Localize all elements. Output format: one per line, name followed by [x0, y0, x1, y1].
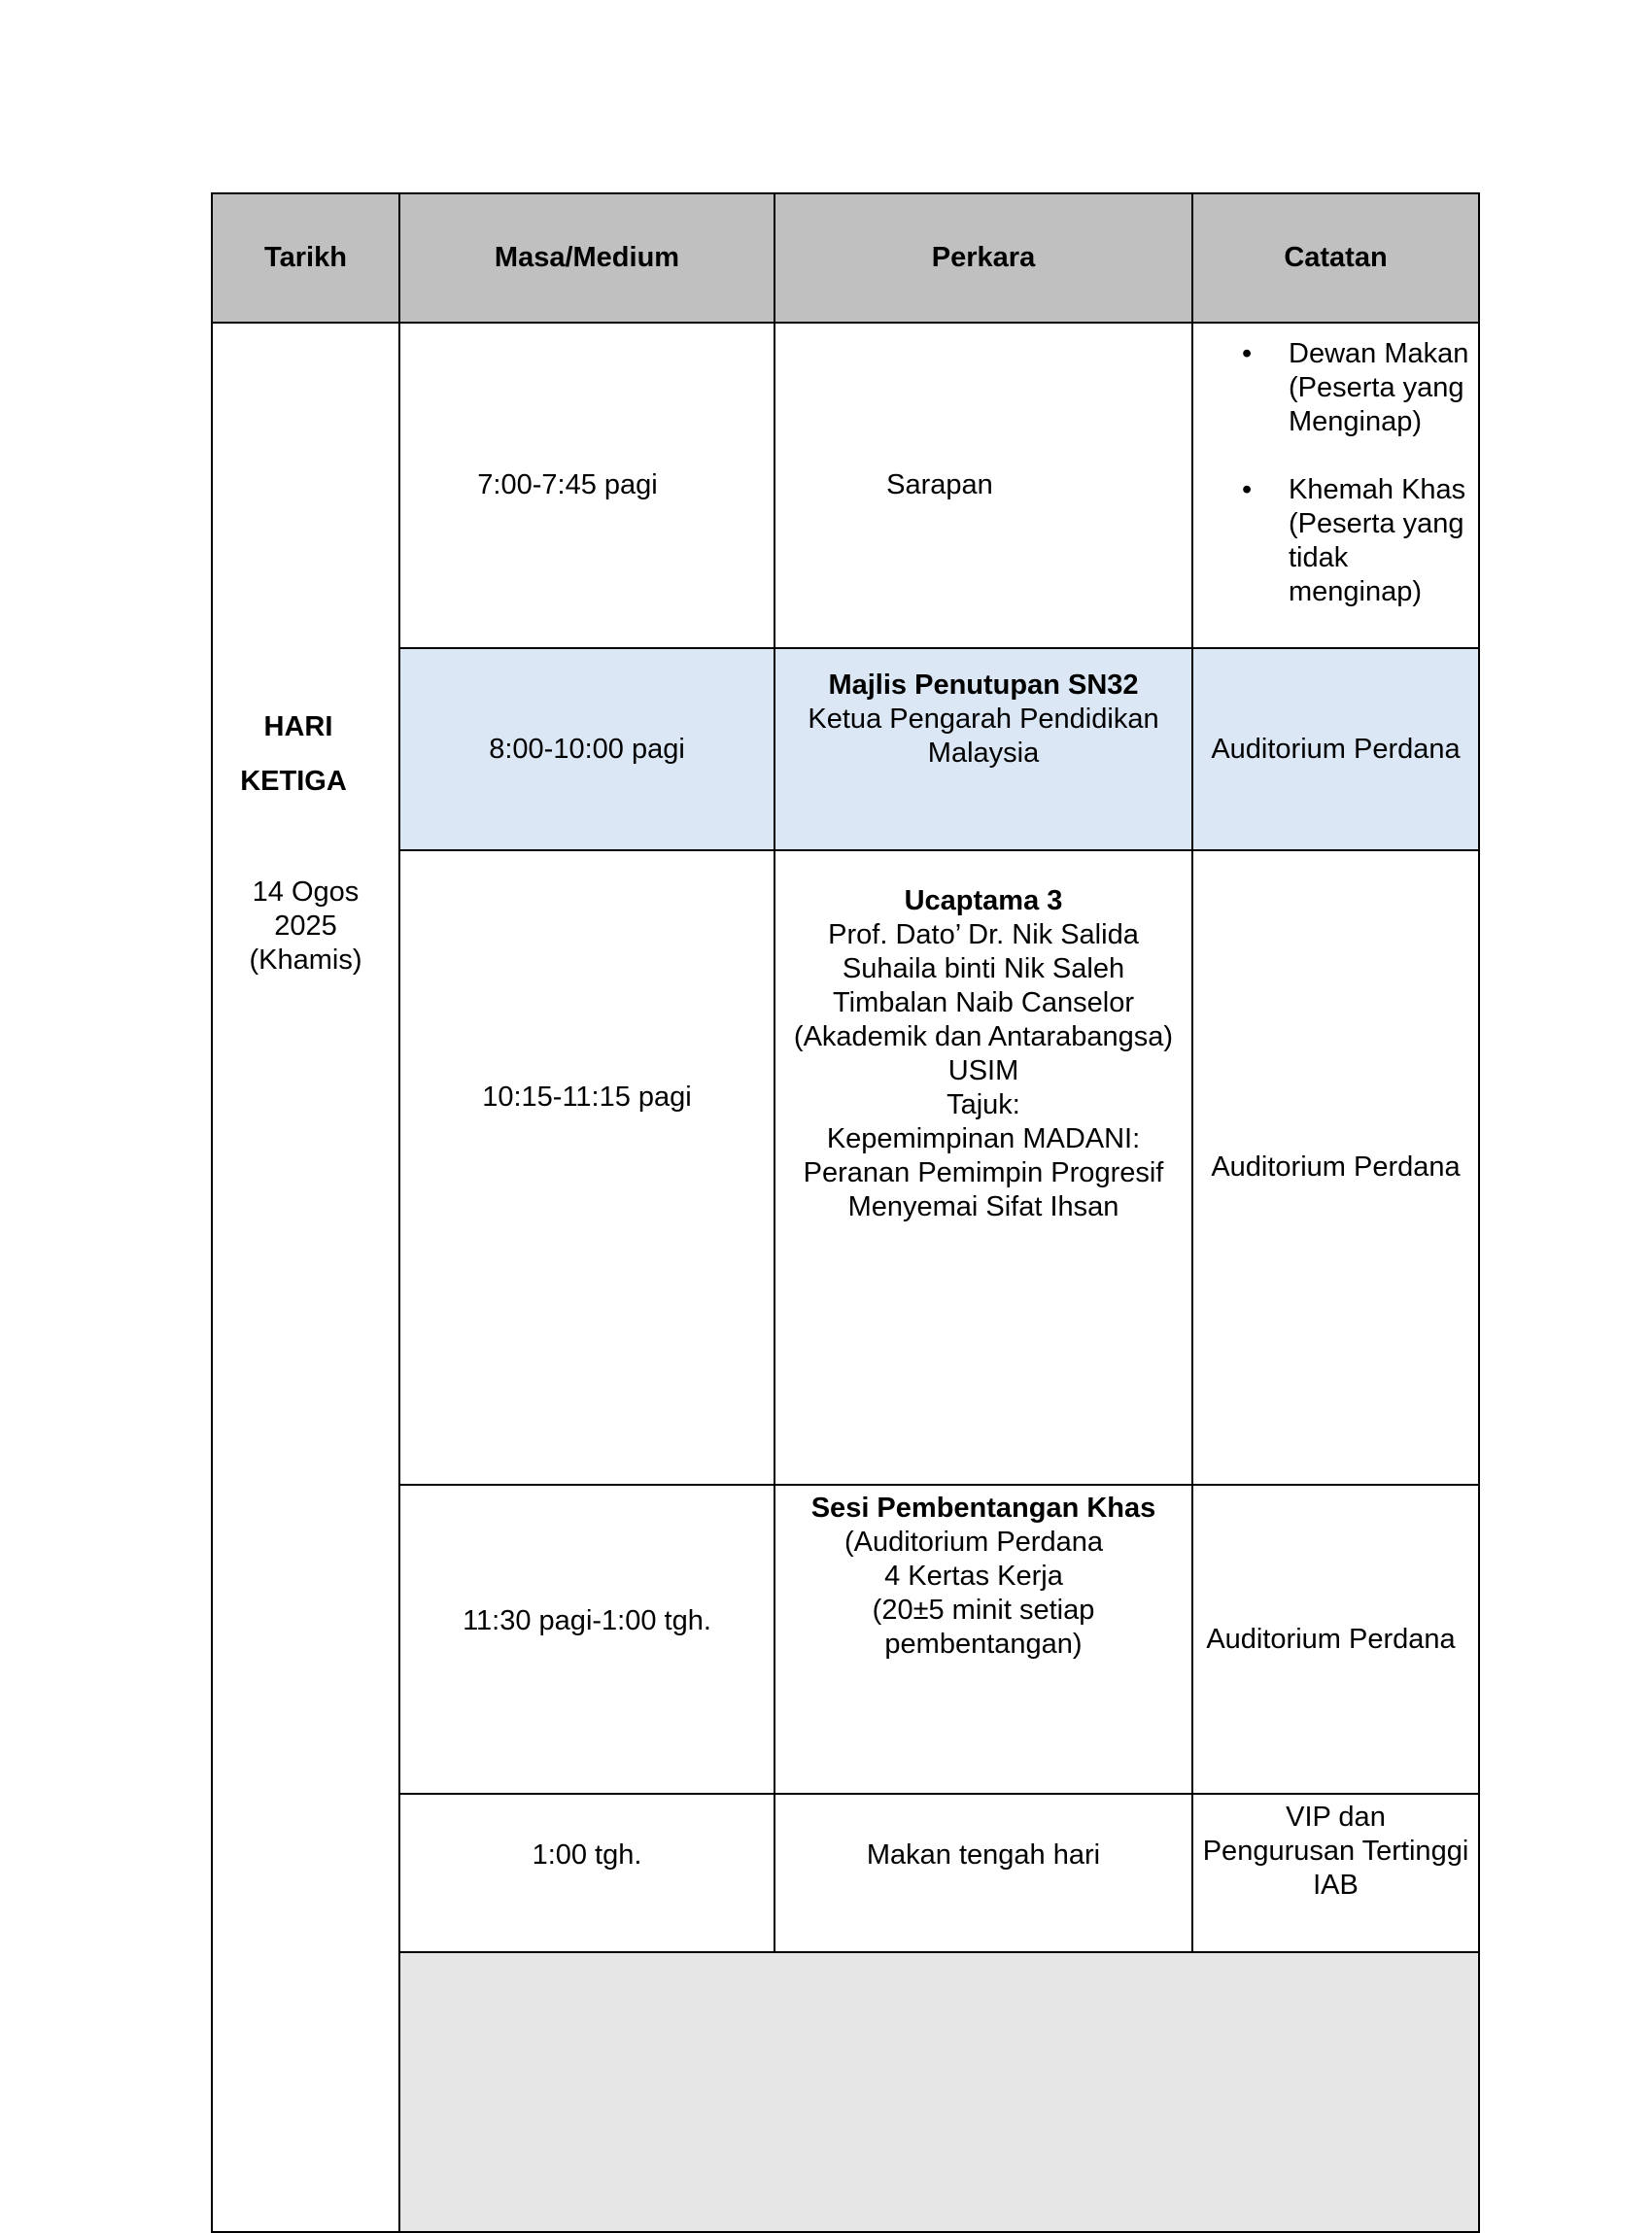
- note-cell: [1192, 850, 1479, 1485]
- note-line: IAB: [1313, 1870, 1359, 1901]
- item-line: Prof. Dato’ Dr. Nik Salida: [828, 919, 1139, 950]
- note-line: VIP dan: [1286, 1802, 1386, 1833]
- item-line: pembentangan): [884, 1629, 1083, 1660]
- table-row: [212, 1485, 1479, 1794]
- item-text: Sarapan: [886, 469, 993, 500]
- note-line: Khemah Khas: [1289, 474, 1466, 505]
- note-text: Auditorium Perdana: [1211, 733, 1461, 765]
- item-line: Ketua Pengarah Pendidikan: [808, 704, 1159, 735]
- time-cell: [399, 1485, 774, 1794]
- item-line: USIM: [947, 1055, 1019, 1086]
- item-title: Sesi Pembentangan Khas: [810, 1493, 1156, 1524]
- item-cell: [774, 323, 1192, 648]
- day-label-line2: KETIGA: [240, 766, 347, 797]
- note-line: (Peserta yang: [1289, 372, 1464, 403]
- item-cell: [774, 1485, 1192, 1794]
- time-text: 11:30 pagi-1:00 tgh.: [463, 1605, 711, 1636]
- time-text: 1:00 tgh.: [532, 1839, 642, 1871]
- item-line: (Auditorium Perdana: [844, 1527, 1103, 1558]
- blank-shaded-cell: [399, 1952, 1479, 2232]
- schedule-table: [211, 192, 1480, 2233]
- table-row: [212, 323, 1479, 648]
- item-line: Suhaila binti Nik Saleh: [842, 953, 1125, 984]
- header-masa-medium: Masa/Medium: [399, 193, 774, 323]
- item-text: Makan tengah hari: [866, 1839, 1101, 1871]
- table-row: [212, 648, 1479, 850]
- time-text: 7:00-7:45 pagi: [477, 469, 658, 500]
- note-line: Pengurusan Tertinggi: [1202, 1836, 1469, 1867]
- item-cell: [774, 648, 1192, 850]
- note-line: (Peserta yang: [1289, 508, 1464, 539]
- note-cell: [1192, 1794, 1479, 1952]
- date-line: 14 Ogos: [252, 876, 360, 908]
- date-line: 2025: [274, 910, 337, 942]
- item-line: Menyemai Sifat Ihsan: [847, 1191, 1119, 1222]
- item-line: (20±5 minit setiap: [872, 1595, 1095, 1626]
- note-line: Dewan Makan: [1289, 338, 1469, 369]
- header-tarikh: Tarikh: [212, 193, 399, 323]
- item-cell: [774, 850, 1192, 1485]
- note-text: Auditorium Perdana: [1211, 1151, 1461, 1183]
- item-line: 4 Kertas Kerja: [884, 1561, 1063, 1592]
- item-line: Kepemimpinan MADANI:: [826, 1123, 1141, 1154]
- item-title: Majlis Penutupan SN32: [828, 670, 1139, 701]
- time-text: 10:15-11:15 pagi: [482, 1082, 692, 1113]
- notes-list: [1193, 337, 1478, 609]
- bullet-icon: •: [1242, 474, 1253, 505]
- item-title: Ucaptama 3: [904, 885, 1063, 916]
- day-date: [213, 876, 398, 978]
- item-line: Tajuk:: [946, 1089, 1020, 1120]
- table-row: [212, 1952, 1479, 2232]
- note-line: Menginap): [1289, 406, 1423, 437]
- header-row: [212, 193, 1479, 323]
- time-text: 8:00-10:00 pagi: [489, 733, 685, 765]
- item-line: (Akademik dan Antarabangsa): [793, 1021, 1174, 1052]
- time-cell: [399, 850, 774, 1485]
- time-cell: [399, 323, 774, 648]
- day-cell: [212, 323, 399, 2232]
- date-line: (Khamis): [249, 945, 362, 976]
- item-line: Peranan Pemimpin Progresif: [803, 1157, 1164, 1188]
- table-row: [212, 1794, 1479, 1952]
- time-cell: [399, 648, 774, 850]
- notes-cell: [1192, 323, 1479, 648]
- note-line: menginap): [1289, 576, 1423, 607]
- note-cell: [1192, 1485, 1479, 1794]
- note-cell: [1192, 648, 1479, 850]
- day-label-line1: HARI: [263, 711, 333, 742]
- item-line: Timbalan Naib Canselor: [832, 987, 1134, 1018]
- list-item: [1193, 337, 1478, 439]
- header-catatan: Catatan: [1192, 193, 1479, 323]
- table-row: [212, 850, 1479, 1485]
- note-text: Auditorium Perdana: [1206, 1623, 1456, 1655]
- bullet-icon: •: [1242, 338, 1253, 369]
- list-item: [1193, 473, 1478, 609]
- item-line: Malaysia: [927, 738, 1040, 769]
- note-line: tidak: [1289, 542, 1349, 573]
- header-perkara: Perkara: [774, 193, 1192, 323]
- time-cell: [399, 1794, 774, 1952]
- item-cell: [774, 1794, 1192, 1952]
